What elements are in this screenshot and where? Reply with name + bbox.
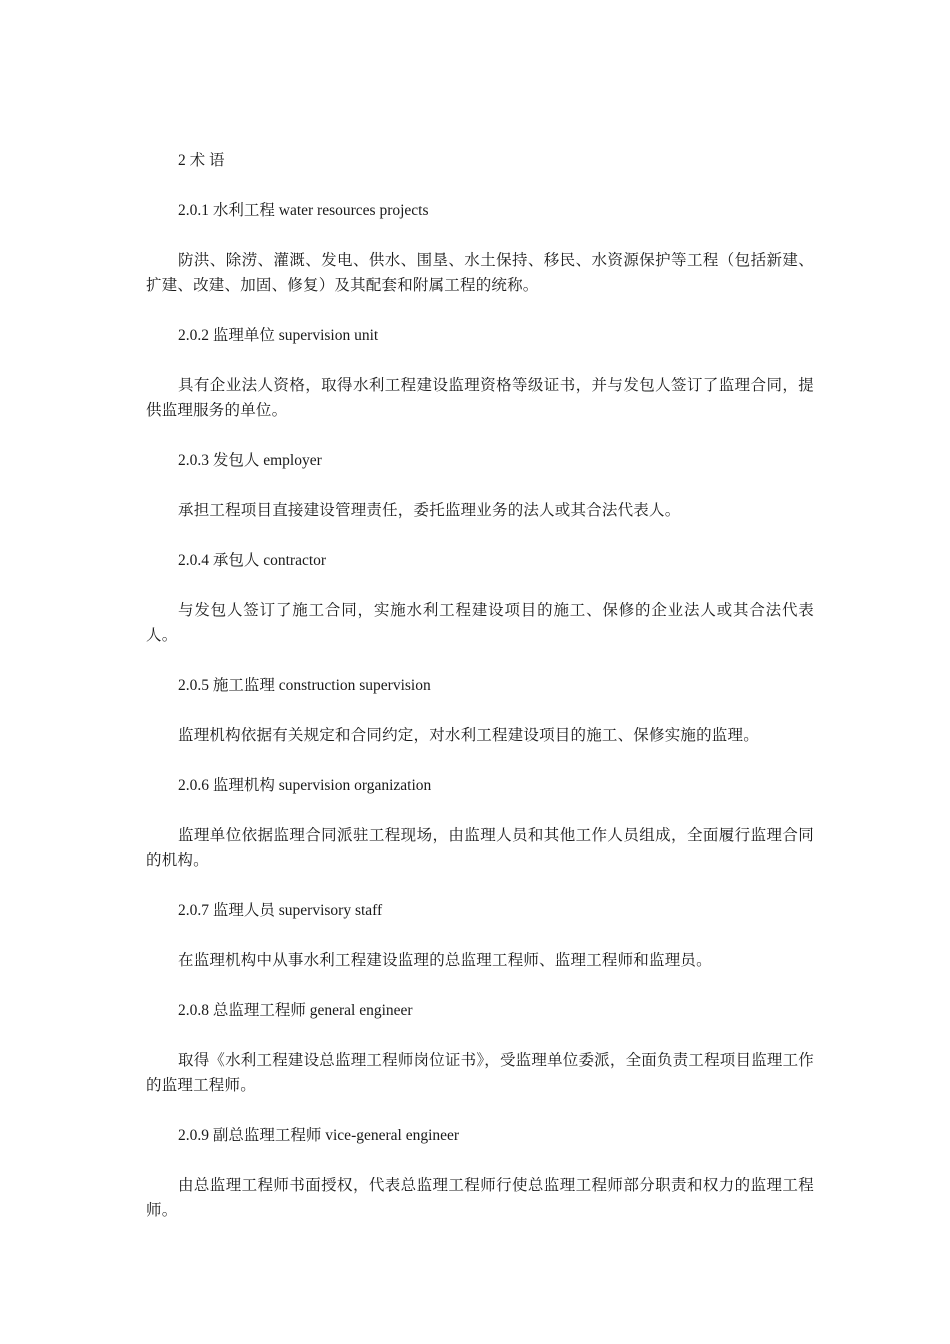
term-heading: 2.0.5 施工监理 construction supervision	[178, 677, 431, 694]
term-definition: 监理单位依据监理合同派驻工程现场，由监理人员和其他工作人员组成，全面履行监理合同的机构。	[146, 827, 814, 869]
term-2-0-1	[146, 198, 814, 323]
term-2-0-9	[146, 1123, 814, 1223]
document-page	[146, 148, 814, 1223]
term-definition: 监理机构依据有关规定和合同约定，对水利工程建设项目的施工、保修实施的监理。	[178, 727, 759, 744]
term-heading: 2.0.8 总监理工程师 general engineer	[178, 1002, 413, 1019]
term-2-0-6	[146, 773, 814, 898]
term-definition: 防洪、除涝、灌溉、发电、供水、围垦、水土保持、移民、水资源保护等工程（包括新建、扩建、改建、加固、修复）及其配套和附属工程的统称。	[146, 252, 814, 294]
term-2-0-2	[146, 323, 814, 448]
term-definition: 取得《水利工程建设总监理工程师岗位证书》，受监理单位委派，全面负责工程项目监理工作的监理工程师。	[146, 1052, 814, 1094]
term-2-0-8	[146, 998, 814, 1123]
term-2-0-4	[146, 548, 814, 673]
term-definition: 具有企业法人资格，取得水利工程建设监理资格等级证书，并与发包人签订了监理合同，提供监理服务的单位。	[146, 377, 814, 419]
term-definition: 与发包人签订了施工合同，实施水利工程建设项目的施工、保修的企业法人或其合法代表人。	[146, 602, 814, 644]
term-heading: 2.0.7 监理人员 supervisory staff	[178, 902, 383, 919]
term-2-0-7	[146, 898, 814, 998]
term-heading: 2.0.9 副总监理工程师 vice-general engineer	[178, 1127, 460, 1144]
term-heading: 2.0.2 监理单位 supervision unit	[178, 327, 379, 344]
term-heading: 2.0.4 承包人 contractor	[178, 552, 327, 569]
term-heading: 2.0.6 监理机构 supervision organization	[178, 777, 432, 794]
term-heading: 2.0.1 水利工程 water resources projects	[178, 202, 429, 219]
term-definition: 在监理机构中从事水利工程建设监理的总监理工程师、监理工程师和监理员。	[178, 952, 712, 969]
term-definition: 由总监理工程师书面授权，代表总监理工程师行使总监理工程师部分职责和权力的监理工程师。	[146, 1177, 814, 1219]
term-definition: 承担工程项目直接建设管理责任，委托监理业务的法人或其合法代表人。	[178, 502, 681, 519]
term-2-0-3	[146, 448, 814, 548]
term-heading: 2.0.3 发包人 employer	[178, 452, 322, 469]
term-2-0-5	[146, 673, 814, 773]
section-title: 2 术 语	[178, 152, 225, 169]
